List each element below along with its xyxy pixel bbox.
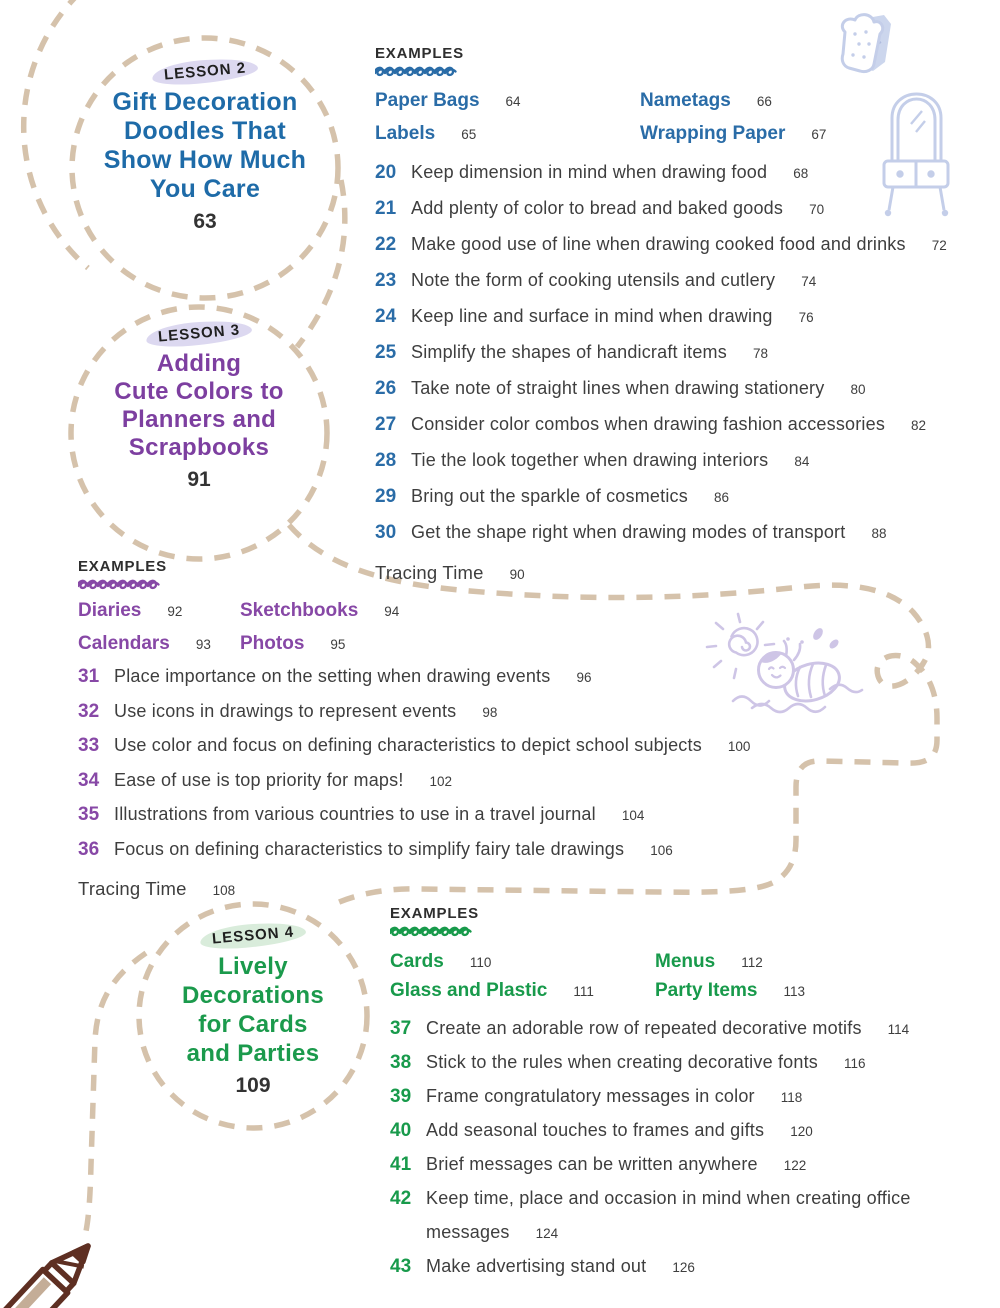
tracing-time-page: 108 xyxy=(212,883,236,898)
item-number: 34 xyxy=(78,769,100,791)
item-number: 28 xyxy=(375,450,397,471)
item-title: Create an adorable row of repeated decorative motifs xyxy=(426,1018,862,1038)
example-name: Labels xyxy=(375,123,436,144)
example-page: 110 xyxy=(469,955,492,970)
item-number: 29 xyxy=(375,486,397,507)
item-number: 43 xyxy=(390,1256,412,1277)
lesson-4-bubble xyxy=(143,924,363,1098)
item-title: Tie the look together when drawing interiors xyxy=(411,450,769,470)
lesson-3-title xyxy=(74,350,324,462)
toc-item xyxy=(375,371,947,407)
marker-pen-icon xyxy=(0,1234,100,1308)
example-page: 92 xyxy=(167,604,183,619)
item-number: 25 xyxy=(375,342,397,363)
lesson-title-line: Show How Much xyxy=(103,146,307,174)
item-page: 68 xyxy=(793,166,809,181)
toc-item xyxy=(375,479,947,515)
item-number: 27 xyxy=(375,414,397,435)
toc-item xyxy=(78,660,750,695)
lesson-4-page-number: 109 xyxy=(235,1074,271,1097)
item-title: Keep time, place and occasion in mind when creating office messages xyxy=(426,1188,911,1242)
item-page: 98 xyxy=(482,704,498,720)
example-name: Party Items xyxy=(655,980,758,1001)
item-title: Use color and focus on defining characteristics to depict school subjects xyxy=(114,735,702,755)
tracing-time-label: Tracing Time xyxy=(375,562,484,583)
example-name: Glass and Plastic xyxy=(390,980,548,1001)
item-title: Ease of use is top priority for maps! xyxy=(114,769,404,790)
item-page: 106 xyxy=(650,842,673,858)
item-page: 124 xyxy=(535,1226,559,1241)
item-number: 21 xyxy=(375,198,397,219)
toc-item xyxy=(390,1182,974,1250)
example-page: 65 xyxy=(461,127,477,142)
lesson-2-page-number: 63 xyxy=(193,210,217,233)
example-page: 94 xyxy=(384,604,400,619)
item-title: Focus on defining characteristics to simplify fairy tale drawings xyxy=(114,838,625,859)
item-page: 126 xyxy=(672,1260,695,1275)
example-entry xyxy=(240,628,399,661)
lesson-title-line: Decorations xyxy=(181,982,324,1009)
lesson-4-title xyxy=(143,952,363,1068)
item-title: Simplify the shapes of handicraft items xyxy=(411,342,727,362)
toc-item xyxy=(375,335,947,371)
toc-item-list xyxy=(390,1012,974,1284)
toc-item xyxy=(78,764,750,799)
item-number: 35 xyxy=(78,804,100,825)
toc-item xyxy=(375,443,947,479)
item-number: 40 xyxy=(390,1120,412,1141)
lesson-2-bubble xyxy=(70,60,340,234)
example-entry xyxy=(640,85,826,118)
toc-item xyxy=(375,515,947,551)
item-page: 76 xyxy=(798,310,814,325)
toc-item xyxy=(78,833,750,868)
examples-column xyxy=(78,595,211,661)
examples-column xyxy=(375,85,521,151)
example-name: Sketchbooks xyxy=(240,600,359,621)
item-number: 39 xyxy=(390,1086,412,1107)
toc-item xyxy=(375,407,947,443)
example-name: Diaries xyxy=(78,600,142,621)
item-number: 38 xyxy=(390,1052,412,1073)
item-title: Bring out the sparkle of cosmetics xyxy=(411,486,688,506)
examples-label: EXAMPLES xyxy=(375,45,464,62)
item-title: Use icons in drawings to represent events xyxy=(114,700,457,721)
item-number: 36 xyxy=(78,838,100,860)
item-page: 118 xyxy=(780,1090,803,1105)
toc-item-list xyxy=(375,155,947,592)
examples-column xyxy=(240,595,399,661)
toc-item xyxy=(390,1080,974,1114)
example-entry xyxy=(375,85,521,118)
item-page: 82 xyxy=(911,418,927,433)
item-title: Keep dimension in mind when drawing food xyxy=(411,162,768,182)
item-title: Take note of straight lines when drawing stationery xyxy=(411,378,825,398)
lesson-title-line: Scrapbooks xyxy=(128,434,270,461)
toc-item xyxy=(375,191,947,227)
item-number: 20 xyxy=(375,162,397,183)
lesson-title-line: Cute Colors to xyxy=(114,378,284,405)
item-number: 33 xyxy=(78,735,100,756)
item-title: Place importance on the setting when drawing events xyxy=(114,666,551,686)
toc-item xyxy=(375,263,947,299)
example-entry xyxy=(240,595,399,628)
item-title: Get the shape right when drawing modes of transport xyxy=(411,522,846,542)
lesson-title-line: You Care xyxy=(149,175,261,203)
item-number: 41 xyxy=(390,1154,412,1175)
item-page: 122 xyxy=(783,1158,807,1173)
examples-column xyxy=(390,948,594,1006)
toc-item xyxy=(375,155,947,191)
item-page: 100 xyxy=(727,739,751,754)
lesson-title-line: Planners and xyxy=(121,406,277,433)
item-title: Add plenty of color to bread and baked goods xyxy=(411,198,784,218)
toc-item-list xyxy=(78,660,750,908)
example-entry xyxy=(78,628,211,661)
item-number: 24 xyxy=(375,306,397,327)
lesson-2-badge: LESSON 2 xyxy=(151,55,259,87)
squiggle-underline xyxy=(390,924,482,937)
example-entry xyxy=(375,118,521,151)
item-page: 102 xyxy=(429,773,453,789)
item-title: Consider color combos when drawing fashion accessories xyxy=(411,414,886,434)
example-entry xyxy=(390,977,594,1006)
example-page: 93 xyxy=(195,637,211,652)
item-page: 74 xyxy=(801,274,817,289)
toc-item xyxy=(390,1148,974,1182)
item-page: 88 xyxy=(871,526,887,541)
section-lesson-3-contents xyxy=(78,558,978,899)
item-title: Brief messages can be written anywhere xyxy=(426,1154,758,1174)
example-page: 112 xyxy=(741,955,763,970)
item-title: Keep line and surface in mind when drawing xyxy=(411,306,773,326)
item-title: Note the form of cooking utensils and cutlery xyxy=(411,270,776,290)
toc-item xyxy=(375,299,947,335)
examples-label: EXAMPLES xyxy=(78,558,167,575)
lesson-title-line: and Parties xyxy=(186,1040,320,1067)
item-number: 26 xyxy=(375,378,397,399)
item-title: Illustrations from various countries to use in a travel journal xyxy=(114,804,596,824)
lesson-title-line: Gift Decoration xyxy=(112,88,298,116)
toc-item xyxy=(78,729,750,764)
lesson-title-line: Adding xyxy=(156,350,242,377)
squiggle-underline xyxy=(78,577,170,590)
example-name: Paper Bags xyxy=(375,90,480,111)
item-page: 84 xyxy=(794,454,810,469)
item-page: 86 xyxy=(713,490,729,505)
item-page: 96 xyxy=(576,670,592,685)
lesson-title-line: Doodles That xyxy=(124,117,286,145)
section-lesson-2-contents xyxy=(375,45,995,583)
lesson-title-line: Lively xyxy=(218,953,288,980)
example-entry xyxy=(640,118,826,151)
examples-column xyxy=(640,85,826,151)
example-entry xyxy=(78,595,211,628)
toc-item xyxy=(78,695,750,730)
item-number: 30 xyxy=(375,522,397,543)
item-title: Make advertising stand out xyxy=(426,1256,647,1276)
swimming-bee-icon xyxy=(733,637,862,712)
tracing-time-label: Tracing Time xyxy=(78,878,187,899)
lesson-title-line: for Cards xyxy=(198,1011,308,1038)
item-title: Stick to the rules when creating decorative fonts xyxy=(426,1052,819,1072)
toc-item xyxy=(78,798,750,833)
toc-item xyxy=(390,1046,974,1080)
lesson-4-badge: LESSON 4 xyxy=(199,919,307,951)
item-page: 80 xyxy=(850,382,866,397)
item-title: Frame congratulatory messages in color xyxy=(426,1086,755,1106)
item-page: 120 xyxy=(790,1124,813,1139)
example-name: Calendars xyxy=(78,633,170,654)
item-number: 23 xyxy=(375,270,397,291)
item-page: 70 xyxy=(809,202,825,217)
example-page: 66 xyxy=(756,94,772,109)
item-page: 78 xyxy=(752,346,768,361)
toc-item xyxy=(375,227,947,263)
item-title: Add seasonal touches to frames and gifts xyxy=(426,1120,765,1140)
examples-column xyxy=(655,948,805,1006)
toc-item xyxy=(390,1250,974,1284)
item-number: 31 xyxy=(78,666,100,687)
item-number: 42 xyxy=(390,1188,412,1209)
example-name: Cards xyxy=(390,951,444,972)
example-name: Wrapping Paper xyxy=(640,123,786,144)
lesson-2-title xyxy=(70,88,340,204)
lesson-3-page-number: 91 xyxy=(187,468,211,491)
item-number: 22 xyxy=(375,234,397,255)
example-entry xyxy=(655,948,805,977)
example-name: Photos xyxy=(240,633,305,654)
toc-item xyxy=(390,1114,974,1148)
examples-label: EXAMPLES xyxy=(390,905,479,922)
toc-item xyxy=(390,1012,974,1046)
example-page: 95 xyxy=(330,637,346,652)
example-entry xyxy=(390,948,594,977)
item-number: 37 xyxy=(390,1018,412,1039)
item-page: 104 xyxy=(621,808,645,823)
example-page: 111 xyxy=(573,984,594,999)
section-lesson-4-contents xyxy=(390,905,995,1277)
example-page: 113 xyxy=(783,984,805,999)
item-number: 32 xyxy=(78,700,100,722)
example-name: Menus xyxy=(655,951,716,972)
lesson-3-bubble xyxy=(74,322,324,492)
example-page: 64 xyxy=(505,94,521,109)
squiggle-underline xyxy=(375,64,467,77)
item-page: 116 xyxy=(844,1056,866,1071)
lesson-3-badge: LESSON 3 xyxy=(145,317,253,349)
tracing-time-page: 90 xyxy=(509,567,525,582)
splash-drops-icon xyxy=(811,626,840,650)
example-name: Nametags xyxy=(640,90,731,111)
item-title: Make good use of line when drawing cooked food and drinks xyxy=(411,234,906,254)
example-page: 67 xyxy=(811,127,827,142)
example-entry xyxy=(655,977,805,1006)
item-page: 72 xyxy=(931,238,947,253)
tracing-time-entry xyxy=(78,872,750,908)
item-page: 114 xyxy=(887,1022,910,1037)
